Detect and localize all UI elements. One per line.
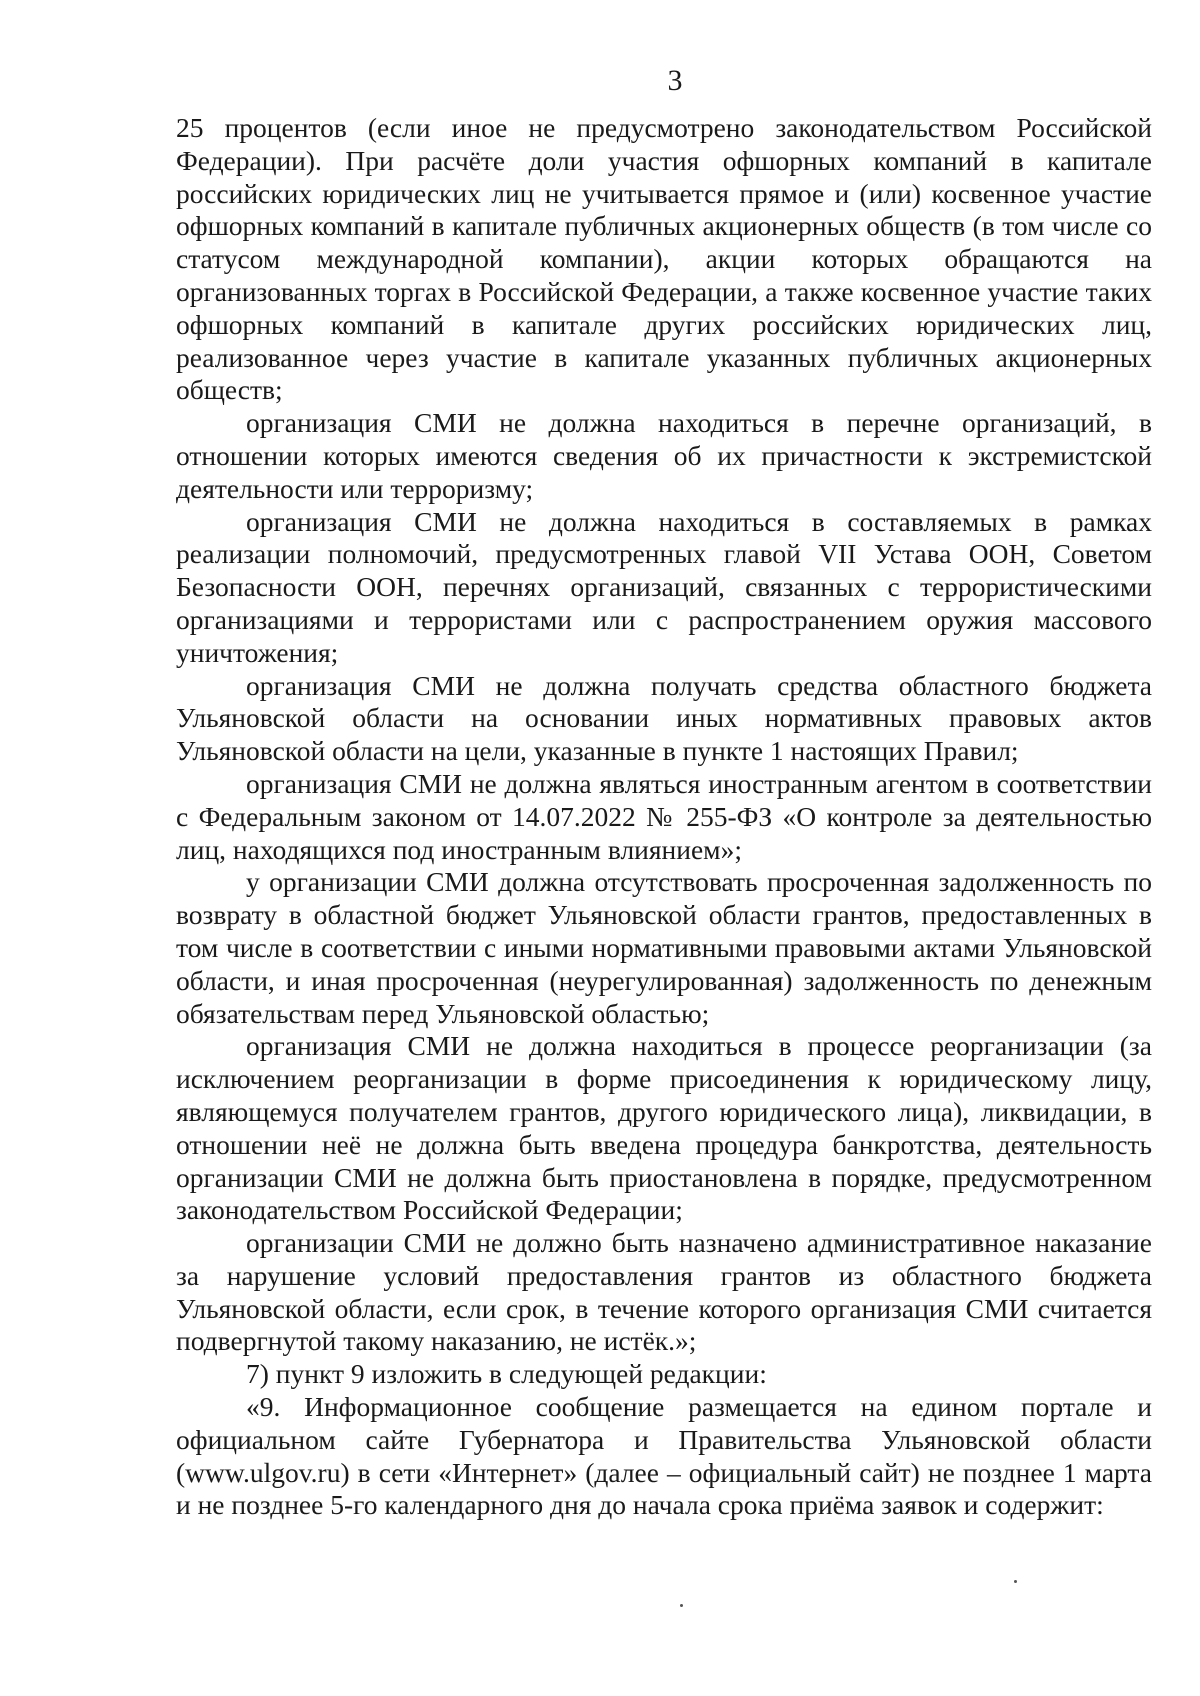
page-number: 3	[667, 64, 683, 97]
paragraph-overdue-debt: у организации СМИ должна отсутствовать просроченная задолженность по возврату в областной бюджет Ульяновской области грантов, предоставленных в том числе в соответствии с иными нормативными правовыми актами Ульяновской области, и иная просроченная (неурегулированная) задолженность по денежным обязательствам перед Ульяновской областью;	[176, 866, 1152, 1029]
paragraph-budget-funds: организация СМИ не должна получать средства областного бюджета Ульяновской области на основании иных нормативных правовых актов Ульяновской области на цели, указанные в пункте 1 настоящих Правил;	[176, 669, 1152, 767]
document-body	[176, 112, 1152, 1522]
paragraph-un-security-council-list: организация СМИ не должна находиться в составляемых в рамках реализации полномочий, предусмотренных главой VII Устава ООН, Советом Безопасности ООН, перечнях организаций, связанных с террористическими организациями и террористами или с распространением оружия массового уничтожения;	[176, 505, 1152, 668]
scan-speck	[680, 1604, 683, 1607]
paragraph-item-7: 7) пункт 9 изложить в следующей редакции:	[246, 1358, 767, 1390]
paragraph-item-9: «9. Информационное сообщение размещается на едином портале и официальном сайте Губернатора и Правительства Ульяновской области (www.ulgov.ru) в сети «Интернет» (далее – официальный сайт) не позднее 1 марта и не позднее 5-го календарного дня до начала срока приёма заявок и содержит:	[176, 1391, 1152, 1521]
paragraph-extremism-list: организация СМИ не должна находиться в перечне организаций, в отношении которых имеются сведения об их причастности к экстремистской деятельности или терроризму;	[176, 407, 1152, 504]
paragraph-administrative-penalty: организации СМИ не должно быть назначено административное наказание за нарушение условий предоставления грантов из областного бюджета Ульяновской области, если срок, в течение которого организация СМИ считается подвергнутой такому наказанию, не истёк.»;	[176, 1227, 1152, 1357]
scan-speck	[1014, 1580, 1017, 1583]
paragraph-continuation: 25 процентов (если иное не предусмотрено законодательством Российской Федерации). При расчёте доли участия офшорных компаний в капитале российских юридических лиц не учитывается прямое и (или) косвенное участие офшорных компаний в капитале публичных акционерных обществ (в том числе со статусом международной компании), акции которых обращаются на организованных торгах в Российской Федерации, а также косвенное участие таких офшорных компаний в капитале других российских юридических лиц, реализованное через участие в капитале указанных публичных акционерных обществ;	[176, 112, 1152, 406]
paragraph-reorganization: организация СМИ не должна находиться в процессе реорганизации (за исключением реорганизации в форме присоединения к юридическому лицу, являющемуся получателем грантов, другого юридического лица), ликвидации, в отношении неё не должна быть введена процедура банкротства, деятельность организации СМИ не должна быть приостановлена в порядке, предусмотренном законодательством Российской Федерации;	[176, 1030, 1152, 1226]
paragraph-foreign-agent: организация СМИ не должна являться иностранным агентом в соответствии с Федеральным законом от 14.07.2022 № 255-ФЗ «О контроле за деятельностью лиц, находящихся под иностранным влиянием»;	[176, 767, 1152, 865]
